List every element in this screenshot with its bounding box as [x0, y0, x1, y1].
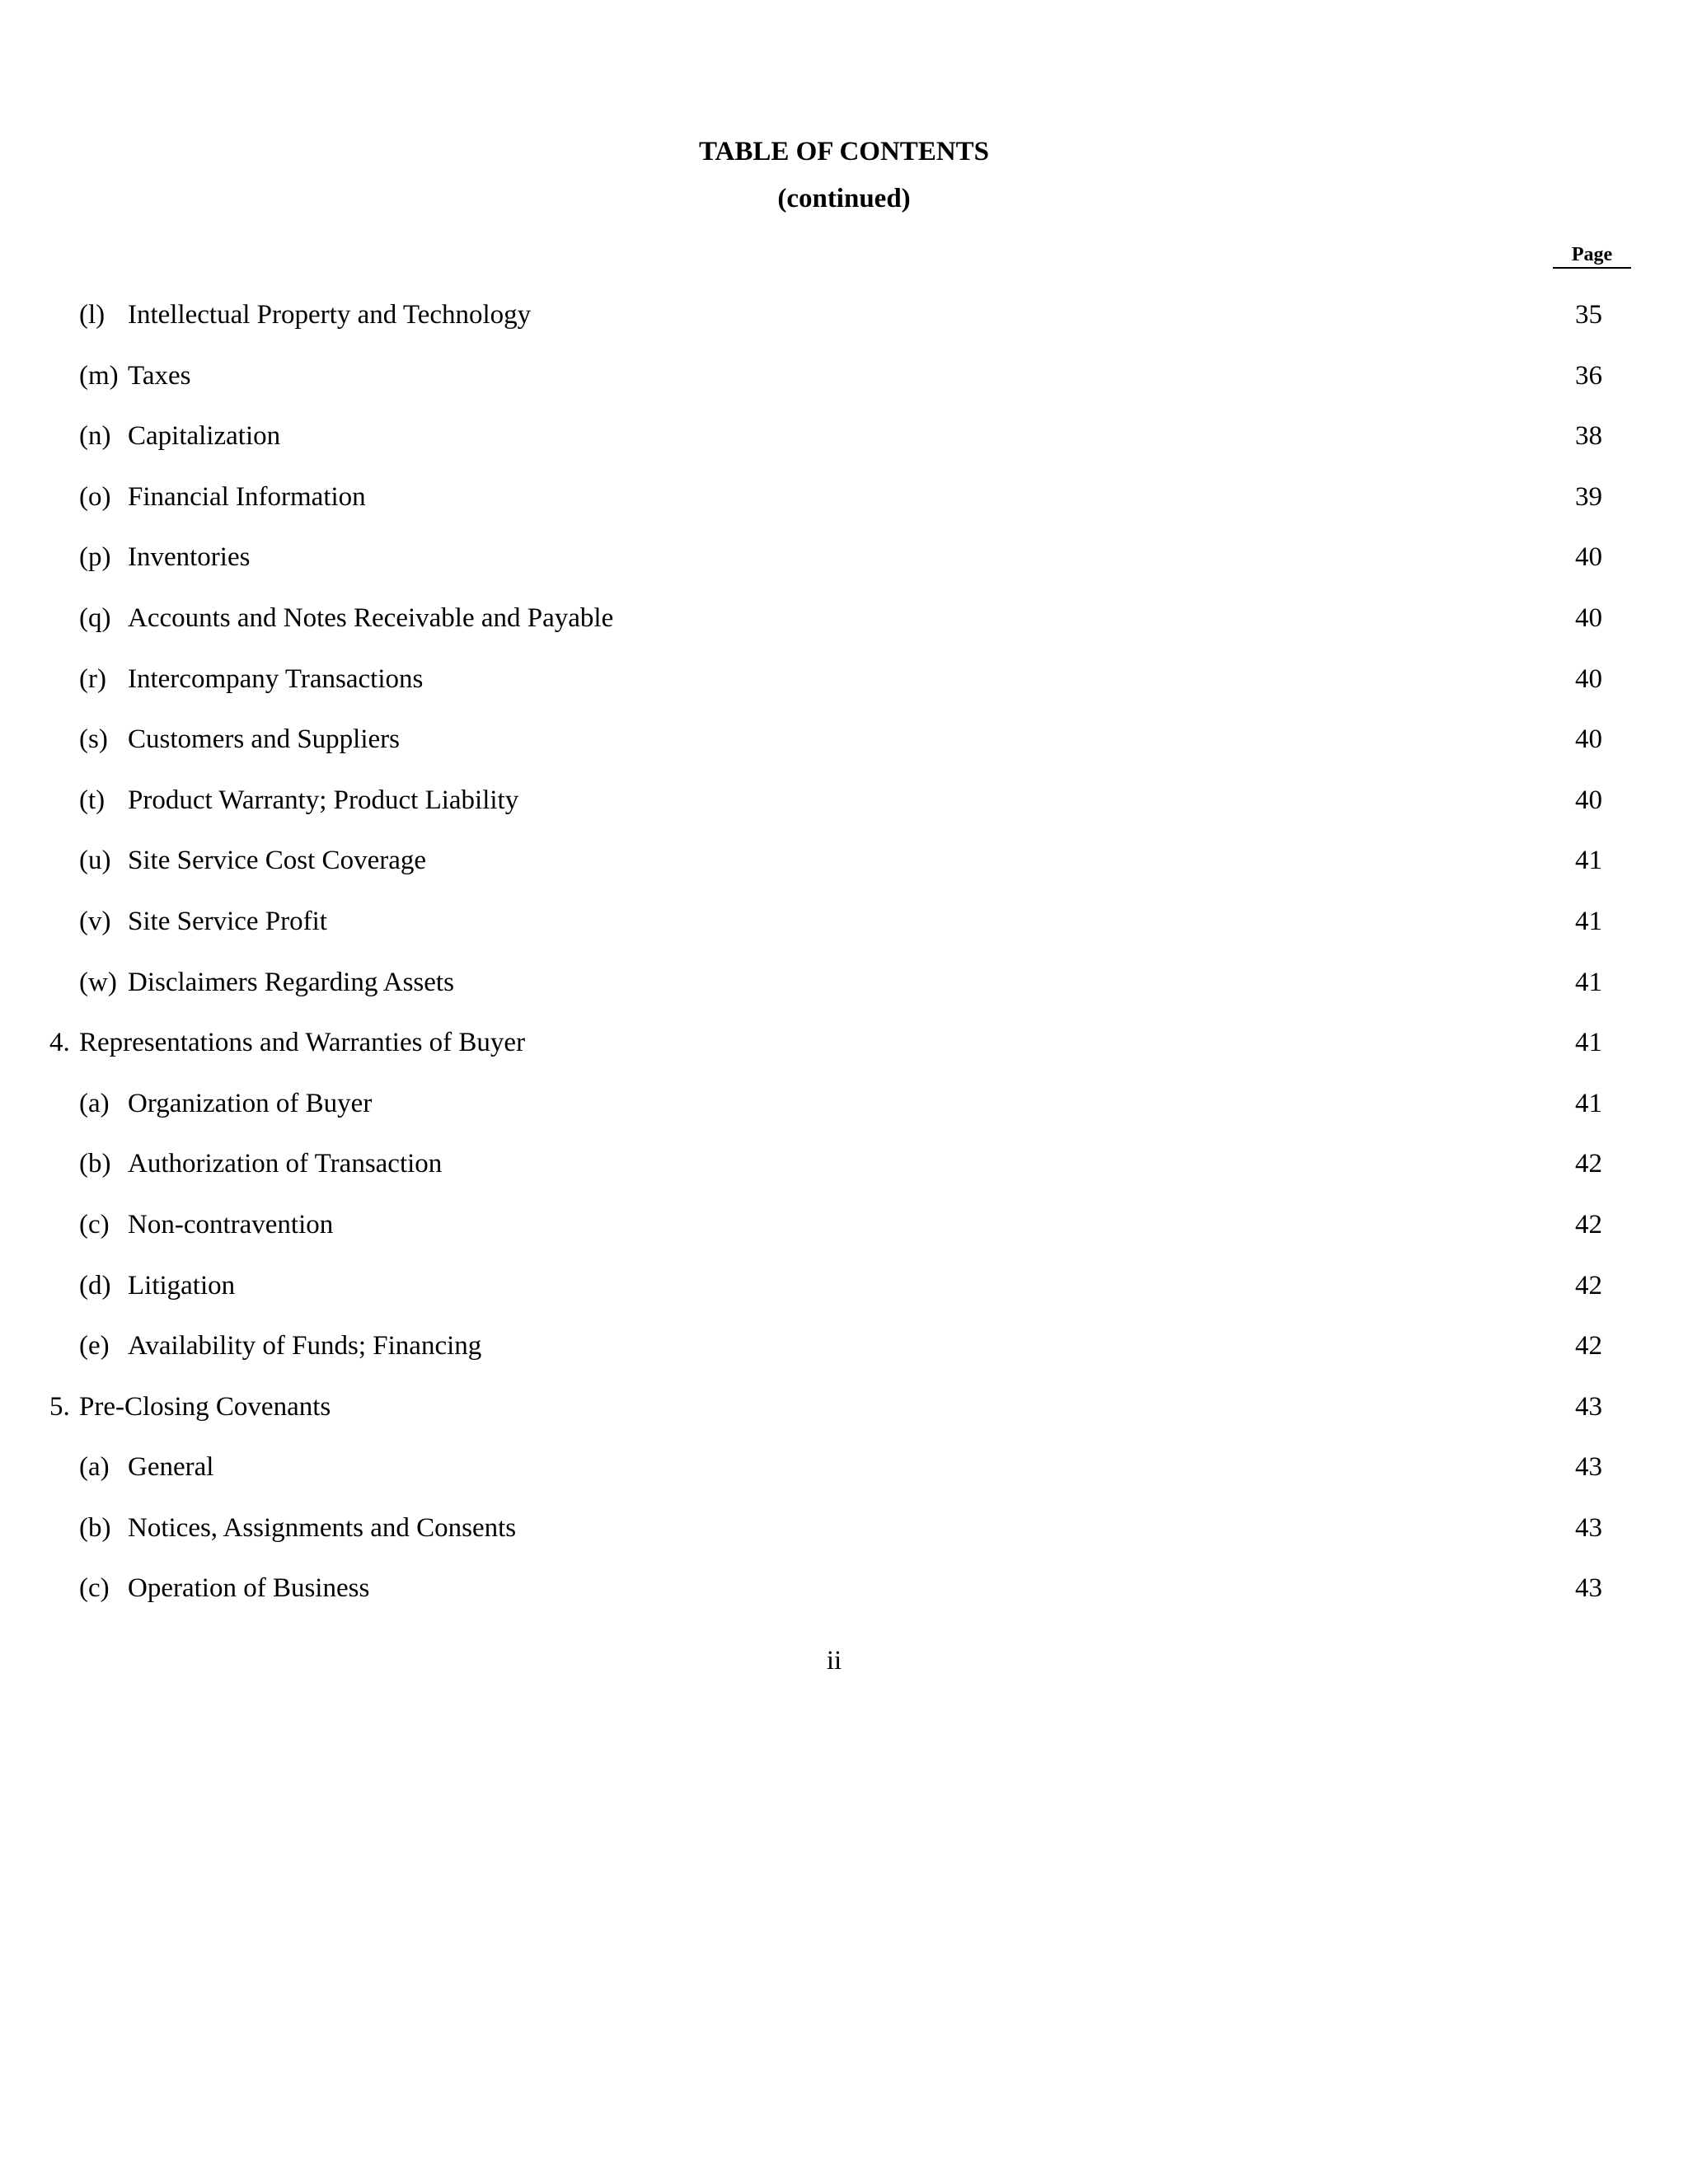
toc-entry-label: Site Service Cost Coverage: [128, 846, 427, 876]
toc-entry-marker: (d): [79, 1270, 111, 1301]
toc-subsection-entry: [0, 1572, 1688, 1633]
toc-entry-marker: (r): [79, 663, 106, 694]
toc-subsection-entry: [0, 966, 1688, 1027]
toc-subsection-entry: [0, 1208, 1688, 1269]
toc-entry-marker: (u): [79, 846, 111, 876]
toc-section-entry: [0, 1026, 1688, 1087]
toc-entry-label: Accounts and Notes Receivable and Payable: [128, 602, 614, 633]
toc-subsection-entry: [0, 844, 1688, 905]
toc-entry-page-number: 35: [1575, 300, 1602, 330]
toc-entry-marker: (m): [79, 360, 119, 391]
toc-entry-marker: (q): [79, 602, 111, 633]
toc-entry-page-number: 40: [1575, 663, 1602, 694]
toc-entry-page-number: 42: [1575, 1209, 1602, 1240]
toc-entry-page-number: 41: [1575, 846, 1602, 876]
toc-entry-page-number: 40: [1575, 785, 1602, 815]
toc-entry-page-number: 41: [1575, 1028, 1602, 1058]
toc-entry-label: Intellectual Property and Technology: [128, 300, 532, 330]
toc-entry-label: Non-contravention: [128, 1209, 334, 1240]
toc-entry-page-number: 43: [1575, 1452, 1602, 1483]
page-column-header: Page: [1553, 242, 1631, 269]
toc-entry-marker: (n): [79, 421, 111, 452]
toc-subtitle: (continued): [777, 184, 911, 213]
toc-entry-label: Inventories: [128, 542, 251, 573]
toc-entry-label: Taxes: [128, 360, 191, 391]
toc-entry-page-number: 42: [1575, 1149, 1602, 1179]
toc-subsection-entry: [0, 663, 1688, 724]
toc-entry-page-number: 41: [1575, 967, 1602, 997]
toc-entry-label: Litigation: [128, 1270, 236, 1301]
toc-entry-marker: (w): [79, 967, 117, 997]
toc-entry-marker: (t): [79, 785, 106, 815]
toc-subsection-entry: [0, 1147, 1688, 1208]
toc-entry-marker: (e): [79, 1331, 110, 1361]
toc-entry-marker: (o): [79, 481, 111, 512]
toc-section-entry: [0, 1390, 1688, 1451]
toc-subsection-entry: [0, 602, 1688, 663]
toc-entry-page-number: 42: [1575, 1331, 1602, 1361]
toc-entry-label: General: [128, 1452, 214, 1483]
toc-entry-marker: (p): [79, 542, 111, 573]
toc-entry-marker: (c): [79, 1209, 110, 1240]
toc-entry-page-number: 43: [1575, 1391, 1602, 1422]
toc-subsection-entry: [0, 1087, 1688, 1148]
toc-subsection-entry: [0, 1269, 1688, 1330]
toc-entry-label: Notices, Assignments and Consents: [128, 1512, 517, 1543]
toc-entry-label: Operation of Business: [128, 1573, 370, 1604]
toc-entry-label: Financial Information: [128, 481, 366, 512]
toc-entry-marker: 5.: [49, 1391, 70, 1422]
toc-entry-page-number: 39: [1575, 481, 1602, 512]
toc-entry-page-number: 38: [1575, 421, 1602, 452]
toc-entry-page-number: 43: [1575, 1512, 1602, 1543]
toc-entry-marker: (a): [79, 1452, 110, 1483]
toc-subsection-entry: [0, 905, 1688, 966]
toc-entry-marker: 4.: [49, 1028, 70, 1058]
toc-entry-label: Authorization of Transaction: [128, 1149, 443, 1179]
toc-entry-page-number: 36: [1575, 360, 1602, 391]
toc-entry-page-number: 40: [1575, 542, 1602, 573]
toc-entry-marker: (c): [79, 1573, 110, 1604]
toc-subsection-entry: [0, 723, 1688, 784]
toc-entry-marker: (v): [79, 906, 111, 936]
toc-subsection-entry: [0, 784, 1688, 845]
toc-subsection-entry: [0, 541, 1688, 602]
toc-entry-marker: (b): [79, 1512, 111, 1543]
toc-subsection-entry: [0, 298, 1688, 359]
toc-list: [0, 298, 1688, 1633]
toc-entry-page-number: 41: [1575, 906, 1602, 936]
toc-title: TABLE OF CONTENTS: [698, 137, 990, 166]
toc-entry-marker: (s): [79, 724, 108, 755]
toc-entry-marker: (l): [79, 300, 106, 330]
toc-entry-label: Customers and Suppliers: [128, 724, 400, 755]
toc-entry-page-number: 40: [1575, 602, 1602, 633]
toc-entry-label: Capitalization: [128, 421, 281, 452]
toc-entry-marker: (a): [79, 1088, 110, 1118]
toc-entry-marker: (b): [79, 1149, 111, 1179]
toc-entry-label: Intercompany Transactions: [128, 663, 424, 694]
toc-entry-label: Site Service Profit: [128, 906, 327, 936]
toc-entry-label: Representations and Warranties of Buyer: [79, 1028, 526, 1058]
toc-entry-page-number: 41: [1575, 1088, 1602, 1118]
toc-entry-page-number: 40: [1575, 724, 1602, 755]
toc-entry-page-number: 43: [1575, 1573, 1602, 1604]
toc-entry-label: Pre-Closing Covenants: [79, 1391, 331, 1422]
toc-subsection-entry: [0, 480, 1688, 541]
toc-entry-label: Disclaimers Regarding Assets: [128, 967, 454, 997]
page-number: ii: [826, 1646, 842, 1675]
toc-subsection-entry: [0, 1329, 1688, 1390]
toc-entry-label: Availability of Funds; Financing: [128, 1331, 482, 1361]
toc-subsection-entry: [0, 359, 1688, 420]
toc-subsection-entry: [0, 419, 1688, 480]
toc-subsection-entry: [0, 1511, 1688, 1572]
toc-entry-page-number: 42: [1575, 1270, 1602, 1301]
toc-subsection-entry: [0, 1451, 1688, 1511]
toc-entry-label: Product Warranty; Product Liability: [128, 785, 519, 815]
toc-entry-label: Organization of Buyer: [128, 1088, 373, 1118]
